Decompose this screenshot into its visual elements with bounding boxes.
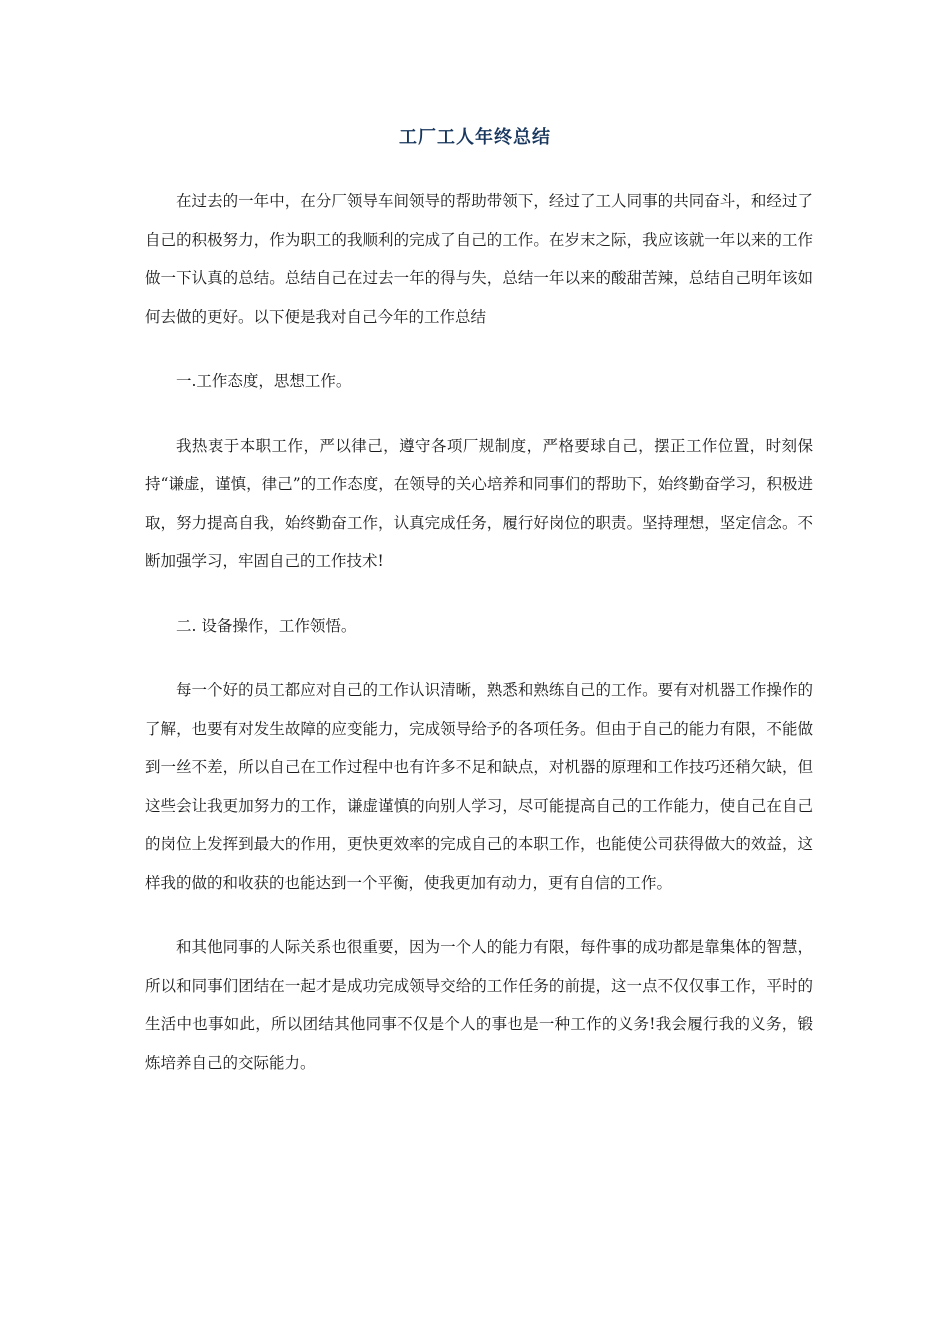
section-heading-work-attitude: 一.工作态度，思想工作。 xyxy=(176,372,352,390)
paragraph-relationships: 和其他同事的人际关系也很重要，因为一个人的能力有限，每件事的成功都是靠集体的智慧，所以和同事们团结在一起才是成功完成领导交给的工作任务的前提，这一点不仅仅事工作，平时的生活中也事如此，所以团结其他同事不仅是个人的事也是一种工作的义务!我会履行我的义务，锻炼培养自己的交际能力。 xyxy=(145,938,813,1072)
document-body xyxy=(145,182,813,1108)
paragraph-work-attitude: 我热衷于本职工作，严以律己，遵守各项厂规制度，严格要球自己，摆正工作位置，时刻保持“谦虚，谨慎，律己”的工作态度，在领导的关心培养和同事们的帮助下，始终勤奋学习，积极进取，努力提高自我，始终勤奋工作，认真完成任务，履行好岗位的职责。坚持理想，坚定信念。不断加强学习，牢固自己的工作技术! xyxy=(145,436,813,570)
document-title: 工厂工人年终总结 xyxy=(399,127,551,148)
section-heading-equipment-operation: 二. 设备操作，工作领悟。 xyxy=(176,616,357,635)
paragraph-equipment-operation: 每一个好的员工都应对自己的工作认识清晰，熟悉和熟练自己的工作。要有对机器工作操作的了解，也要有对发生故障的应变能力，完成领导给予的各项任务。但由于自己的能力有限，不能做到一丝不差，所以自己在工作过程中也有许多不足和缺点，对机器的原理和工作技巧还稍欠缺，但这些会让我更加努力的工作，谦虚谨慎的向别人学习，尽可能提高自己的工作能力，使自己在自己的岗位上发挥到最大的作用，更快更效率的完成自己的本职工作，也能使公司获得做大的效益，这样我的做的和收获的也能达到一个平衡，使我更加有动力，更有自信的工作。 xyxy=(145,681,813,892)
paragraph-intro: 在过去的一年中，在分厂领导车间领导的帮助带领下，经过了工人同事的共同奋斗，和经过了自己的积极努力，作为职工的我顺利的完成了自己的工作。在岁末之际，我应该就一年以来的工作做一下认真的总结。总结自己在过去一年的得与失，总结一年以来的酸甜苦辣，总结自己明年该如何去做的更好。以下便是我对自己今年的工作总结 xyxy=(145,192,813,326)
